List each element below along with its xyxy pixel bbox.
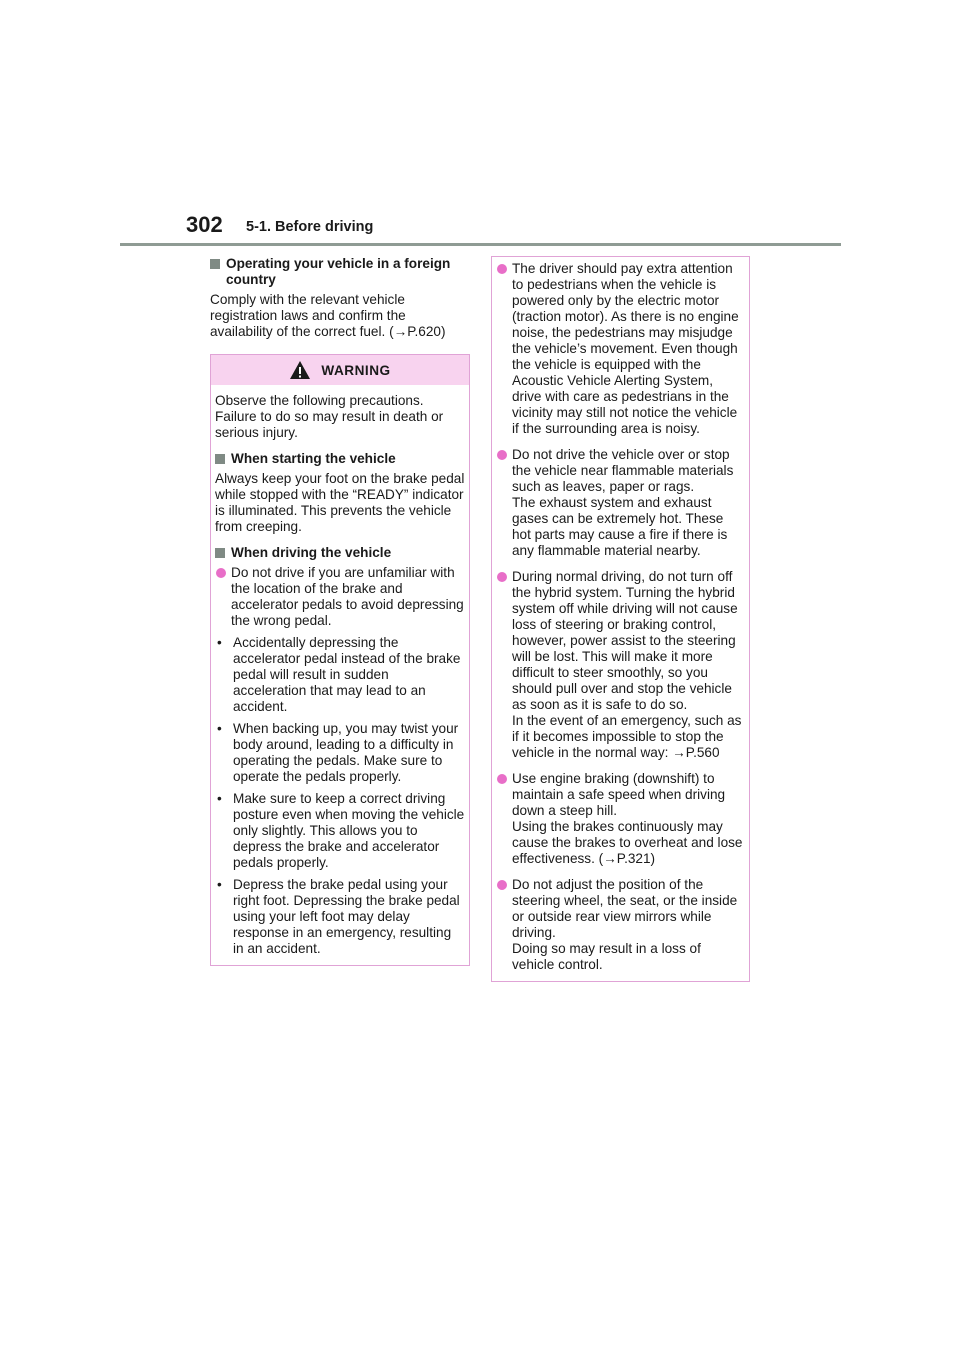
list-item-paragraph: Using the brakes continuously may cause the brakes to overheat and lose effectiveness. (→P.321) <box>512 819 743 866</box>
list-item-paragraph: Do not drive the vehicle over or stop the vehicle near flammable materials such as leaves, paper or rags. <box>512 447 734 494</box>
circle-bullet-icon <box>497 572 507 582</box>
driving-vehicle-heading <box>215 545 465 561</box>
list-item-text <box>512 261 745 437</box>
list-item <box>496 771 745 867</box>
header-rule <box>120 243 841 246</box>
bullet-text: Depress the brake pedal using your right foot. Depressing the brake pedal using your left foot may delay response in an emergency, resulting in an accident. <box>233 877 460 956</box>
circle-bullet-icon <box>216 568 226 578</box>
square-bullet-icon <box>215 548 225 558</box>
starting-vehicle-text: Always keep your foot on the brake pedal while stopped with the “READY” indicator is illuminated. This prevents the vehicle from creeping. <box>215 471 465 534</box>
list-item <box>496 261 745 437</box>
warning-triangle-icon <box>289 360 311 380</box>
bullet-dot-icon: • <box>217 721 222 736</box>
left-column <box>210 256 470 966</box>
driving-vehicle-heading-text: When driving the vehicle <box>231 545 392 560</box>
list-item-text <box>512 877 745 973</box>
foreign-country-heading <box>210 256 470 288</box>
list-item <box>215 565 465 629</box>
list-item-text <box>512 771 745 867</box>
foreign-country-heading-text: Operating your vehicle in a foreign country <box>226 256 451 287</box>
list-item-paragraph: The driver should pay extra attention to pedestrians when the vehicle is powered only by the electric motor (traction motor). As there is no engine noise, the pedestrians may misjudge the vehicle’s movement. Even though the vehicle is equipped with the Acoustic Vehicle Alerting System, drive with care as pedestrians in the vicinity may still not notice the vehicle if the surrounding area is noisy. <box>512 261 739 436</box>
warning-header <box>211 355 469 385</box>
list-item <box>496 447 745 559</box>
foreign-country-text: Comply with the relevant vehicle registration laws and confirm the availability of the correct fuel. (→P.620) <box>210 292 446 339</box>
list-item-text <box>512 569 745 761</box>
circle-bullet-icon <box>497 880 507 890</box>
starting-vehicle-heading-text: When starting the vehicle <box>231 451 396 466</box>
circle-bullet-icon <box>497 774 507 784</box>
warning-intro: Observe the following precautions. Failure to do so may result in death or serious injury. <box>215 393 444 440</box>
warning-continued-box <box>491 256 750 982</box>
list-item-paragraph: Do not adjust the position of the steering wheel, the seat, or the inside or outside rear view mirrors while driving. <box>512 877 738 940</box>
warning-body <box>211 385 469 965</box>
list-item-paragraph: In the event of an emergency, such as if it becomes impossible to stop the vehicle in the normal way: →P.560 <box>512 713 742 760</box>
bullet-item <box>215 791 465 871</box>
bullet-text: Make sure to keep a correct driving posture even when moving the vehicle only slightly. This allows you to depress the brake and accelerator pedals properly. <box>233 791 465 870</box>
list-item-paragraph: Doing so may result in a loss of vehicle control. <box>512 941 701 972</box>
bullet-text: When backing up, you may twist your body around, leading to a difficulty in operating the pedals. Make sure to operate the pedals properly. <box>233 721 459 784</box>
bullet-text: Accidentally depressing the accelerator pedal instead of the brake pedal will result in sudden acceleration that may lead to an accident. <box>233 635 461 714</box>
circle-bullet-icon <box>497 264 507 274</box>
list-item-paragraph: During normal driving, do not turn off the hybrid system. Turning the hybrid system off while driving will not cause loss of steering or braking control, however, power assist to the steering will be lost. This will make it more difficult to steer smoothly, so you should pull over and stop the vehicle as soon as it is safe to do so. <box>512 569 738 712</box>
bullet-item <box>215 635 465 715</box>
list-item-paragraph: The exhaust system and exhaust gases can be extremely hot. These hot parts may cause a fire if there is any flammable material nearby. <box>512 495 728 558</box>
page-number: 302 <box>186 212 223 237</box>
right-column <box>491 256 750 982</box>
bullet-dot-icon: • <box>217 791 222 806</box>
list-item-text <box>512 447 745 559</box>
warning-box <box>210 354 470 966</box>
section-title: 5-1. Before driving <box>246 219 374 235</box>
bullet-item <box>215 721 465 785</box>
circle-bullet-icon <box>497 450 507 460</box>
square-bullet-icon <box>215 454 225 464</box>
bullet-item <box>215 877 465 957</box>
list-item <box>496 569 745 761</box>
list-item-text: Do not drive if you are unfamiliar with the location of the brake and accelerator pedals to avoid depressing the wrong pedal. <box>231 565 464 628</box>
bullet-dot-icon: • <box>217 635 222 650</box>
list-item <box>496 877 745 973</box>
bullet-dot-icon: • <box>217 877 222 892</box>
list-item-paragraph: Use engine braking (downshift) to maintain a safe speed when driving down a steep hill. <box>512 771 726 818</box>
square-bullet-icon <box>210 259 220 269</box>
starting-vehicle-heading <box>215 451 465 467</box>
warning-title: WARNING <box>321 362 391 378</box>
